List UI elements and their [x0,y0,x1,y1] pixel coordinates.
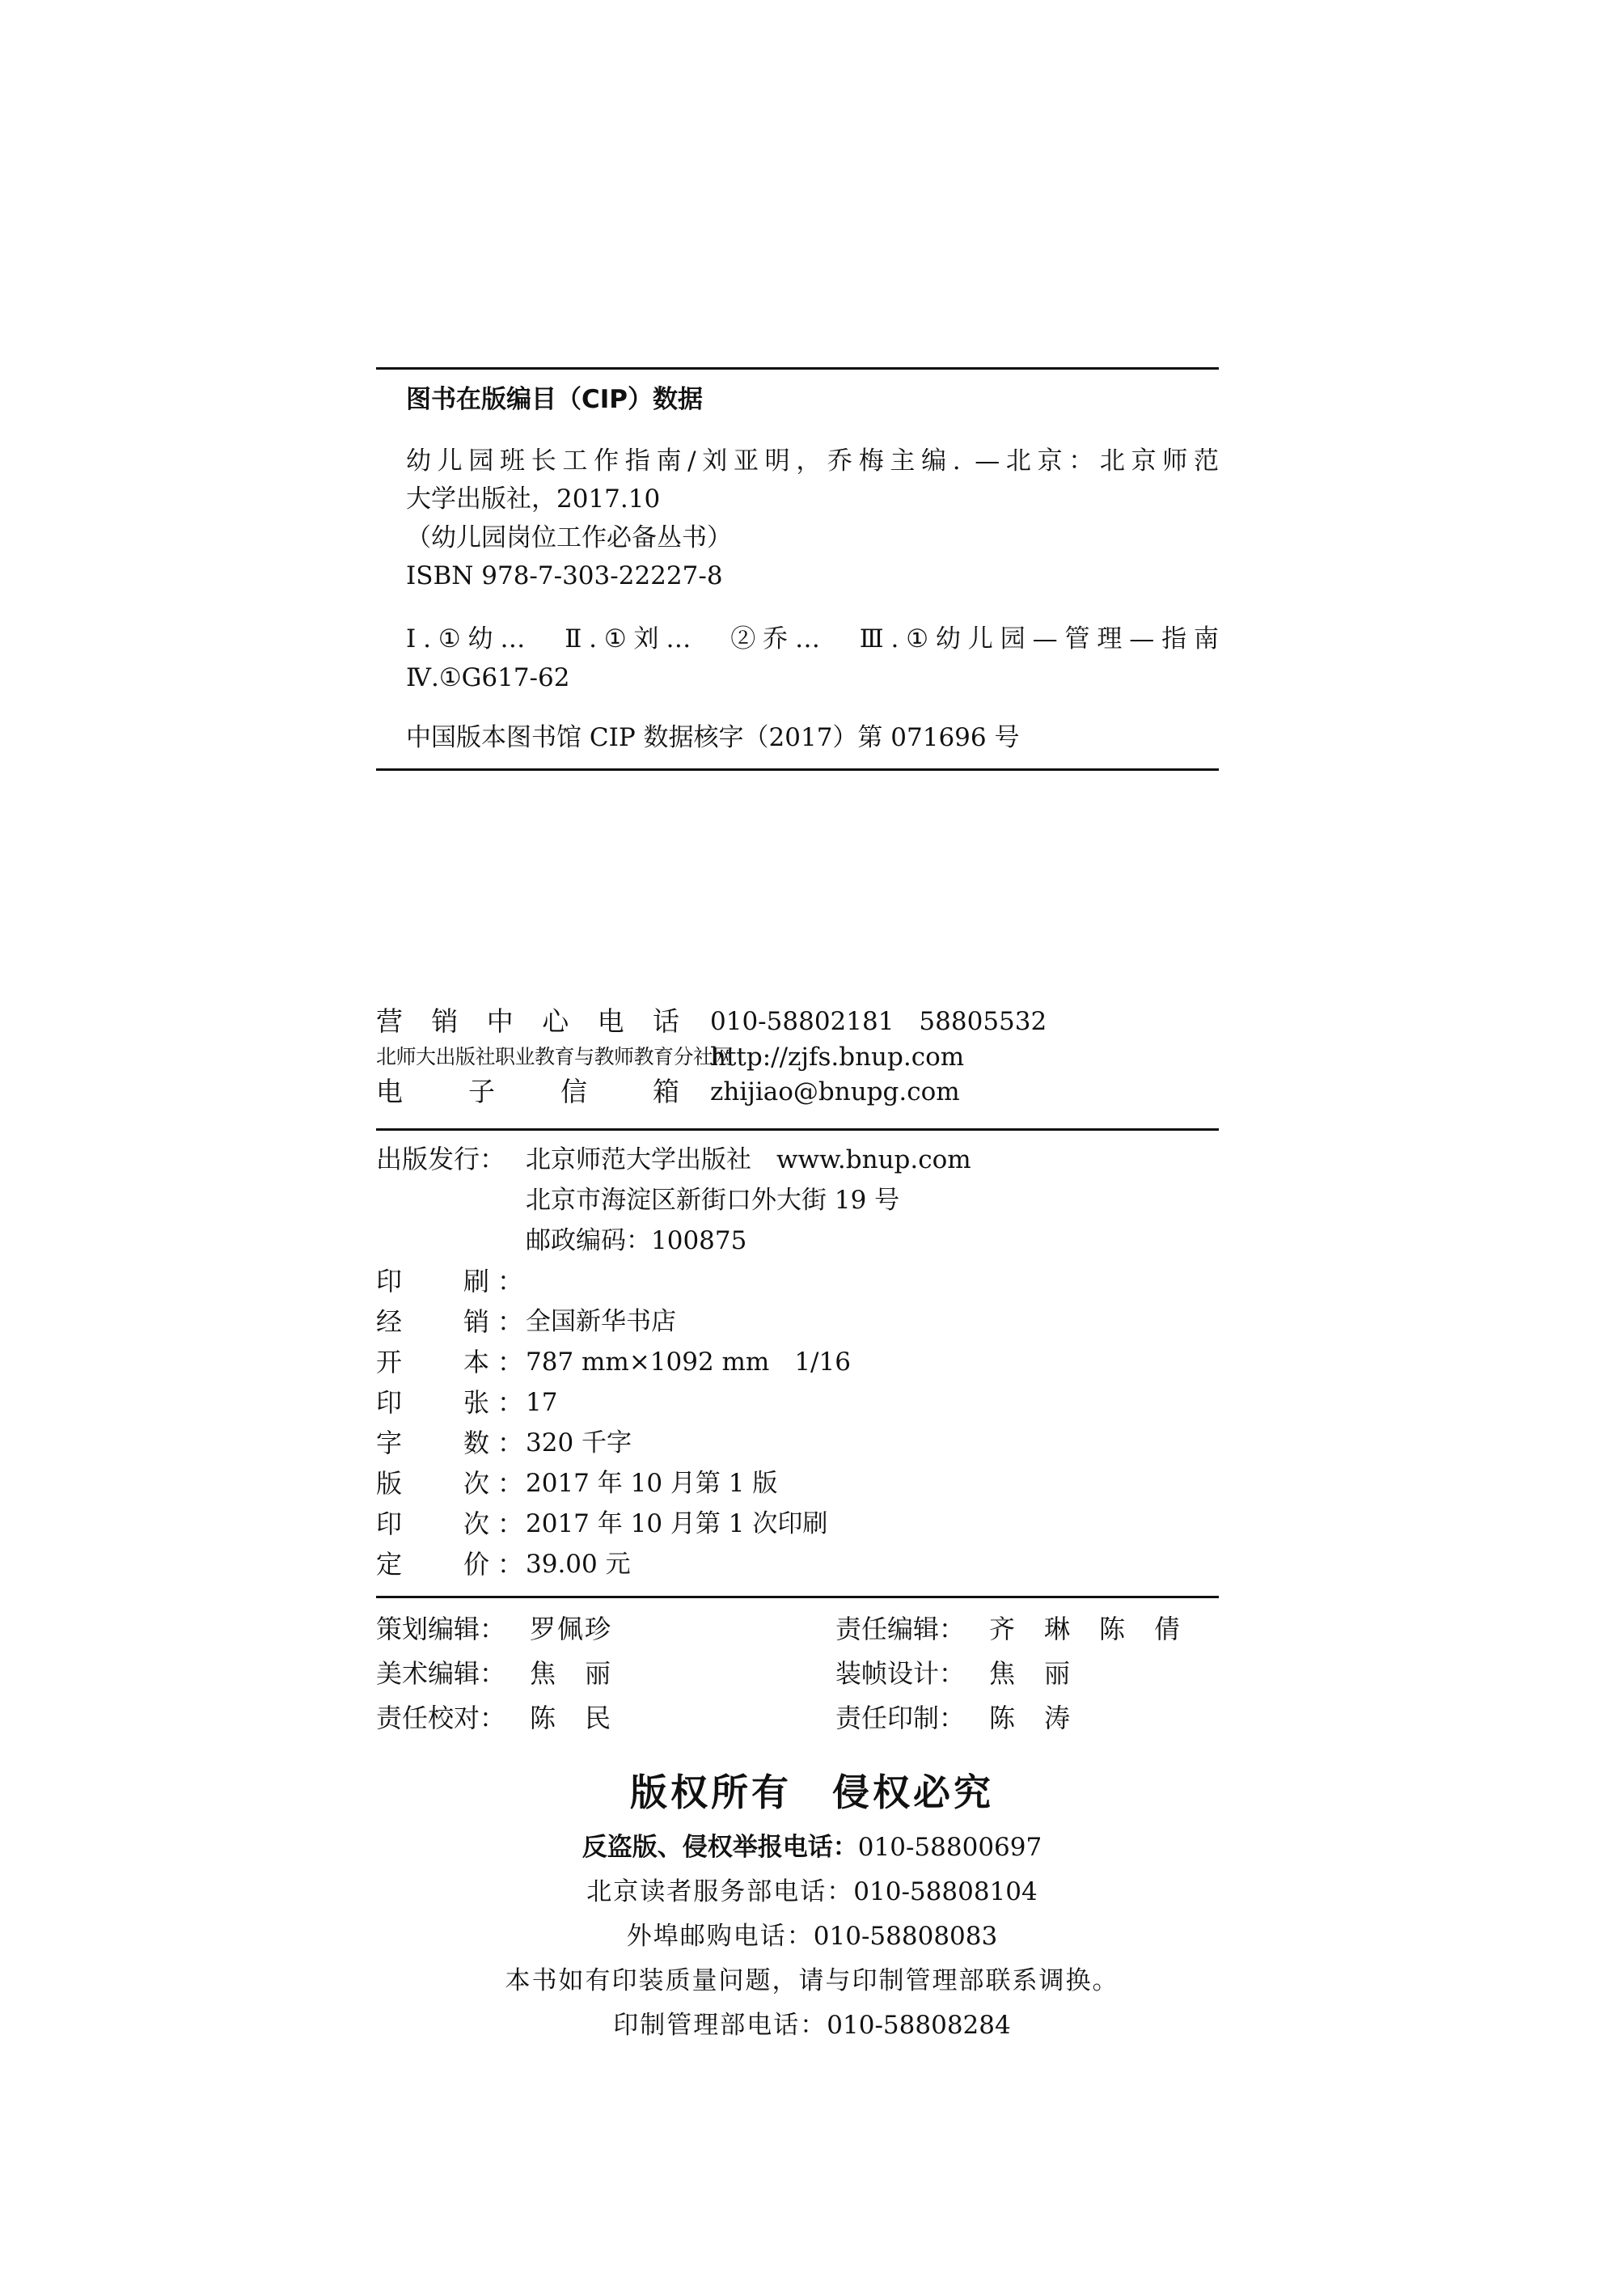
distribution-value: 全国新华书店 [526,1307,676,1336]
print-mgmt-label: 印制管理部电话： [613,2011,827,2040]
printing-supervisor-value: 陈 涛 [989,1703,1072,1733]
impression-colon: ： [497,1508,524,1539]
sheets-label: 印张 [376,1387,489,1418]
sheets-value: 17 [526,1388,558,1417]
print-mgmt-hotline [0,2008,1624,2042]
publisher-postcode: 邮政编码：100875 [526,1226,747,1255]
print-mgmt-phone: 010-58808284 [827,2011,1011,2040]
binding-design-label: 装帧设计： [835,1658,966,1689]
quality-notice-text: 本书如有印装质量问题，请与印制管理部联系调换。 [505,1966,1119,1995]
antipiracy-label: 反盗版、侵权举报电话： [582,1833,858,1862]
word-count-colon: ： [497,1428,524,1458]
cip-line-2: 大学出版社，2017.10 [406,484,661,514]
responsible-editor-value: 齐 琳 陈 倩 [989,1614,1182,1644]
branch-website-label: 北师大出版社职业教育与教师教育分社网 [376,1045,734,1068]
price-value: 39.00 元 [526,1550,631,1579]
cip-classification-2: Ⅳ.①G617-62 [406,663,570,692]
planning-editor-label: 策划编辑： [376,1614,506,1644]
price-colon: ： [497,1549,524,1580]
mail-order-hotline [0,1919,1624,1953]
art-editor-label: 美术编辑： [376,1658,506,1689]
copyright-title: 版权所有 侵权必究 [630,1771,994,1814]
print-label: 印刷 [376,1266,489,1297]
email-label: 电子信箱 [376,1076,679,1107]
marketing-phone-value: 010-58802181 58805532 [710,1007,1047,1036]
cip-line-3: （幼儿园岗位工作必备丛书） [406,523,732,552]
print-colon: ： [497,1266,524,1297]
mail-order-label: 外埠邮购电话： [626,1922,814,1951]
email-value: zhijiao@bnupg.com [710,1077,960,1106]
antipiracy-phone: 010-58800697 [857,1833,1042,1862]
edition-label: 版次 [376,1468,489,1499]
impression-value: 2017 年 10 月第 1 次印刷 [526,1509,828,1538]
price-label: 定价 [376,1549,489,1580]
cip-line-1: 幼儿园班长工作指南/刘亚明，乔梅主编. —北京：北京师范 [406,446,1219,476]
details-bottom-rule [376,1596,1219,1598]
reader-service-label: 北京读者服务部电话： [586,1877,854,1906]
responsible-editor-label: 责任编辑： [835,1614,966,1644]
cip-isbn: ISBN 978-7-303-22227-8 [406,561,723,590]
reader-service-hotline [0,1875,1624,1909]
quality-notice [0,1964,1624,1998]
binding-design-value: 焦 丽 [989,1658,1072,1689]
distribution-label: 经销 [376,1306,489,1337]
format-colon: ： [497,1347,524,1377]
marketing-phone-label: 营销中心电话 [376,1005,679,1037]
format-value: 787 mm×1092 mm 1/16 [526,1347,851,1377]
art-editor-value: 焦 丽 [530,1658,613,1689]
contact-bottom-rule [376,1128,1219,1131]
format-label: 开本 [376,1347,489,1377]
impression-label: 印次 [376,1508,489,1539]
proofreader-label: 责任校对： [376,1703,506,1733]
publisher-value: 北京师范大学出版社 www.bnup.com [526,1145,971,1174]
cip-bottom-rule [376,768,1219,771]
sheets-colon: ： [497,1387,524,1418]
cip-verification: 中国版本图书馆 CIP 数据核字（2017）第 071696 号 [406,723,1020,752]
word-count-label: 字数 [376,1428,489,1458]
publisher-address: 北京市海淀区新街口外大街 19 号 [526,1186,900,1215]
cip-top-rule [376,367,1219,370]
edition-colon: ： [497,1468,524,1499]
publisher-label: 出版发行： [376,1144,506,1174]
mail-order-phone: 010-58808083 [813,1922,998,1951]
distribution-colon: ： [497,1306,524,1337]
printing-supervisor-label: 责任印制： [835,1703,966,1733]
cip-classification-1: Ⅰ.①幼… Ⅱ.①刘… ②乔… Ⅲ.①幼儿园—管理—指南 [406,624,1219,654]
proofreader-value: 陈 民 [530,1703,613,1733]
word-count-value: 320 千字 [526,1428,632,1457]
antipiracy-hotline [0,1830,1624,1864]
edition-value: 2017 年 10 月第 1 版 [526,1469,778,1498]
cip-title: 图书在版编目（CIP）数据 [406,385,704,414]
planning-editor-value: 罗佩珍 [530,1614,613,1644]
branch-website-value: http://zjfs.bnup.com [710,1043,965,1072]
reader-service-phone: 010-58808104 [853,1877,1038,1906]
